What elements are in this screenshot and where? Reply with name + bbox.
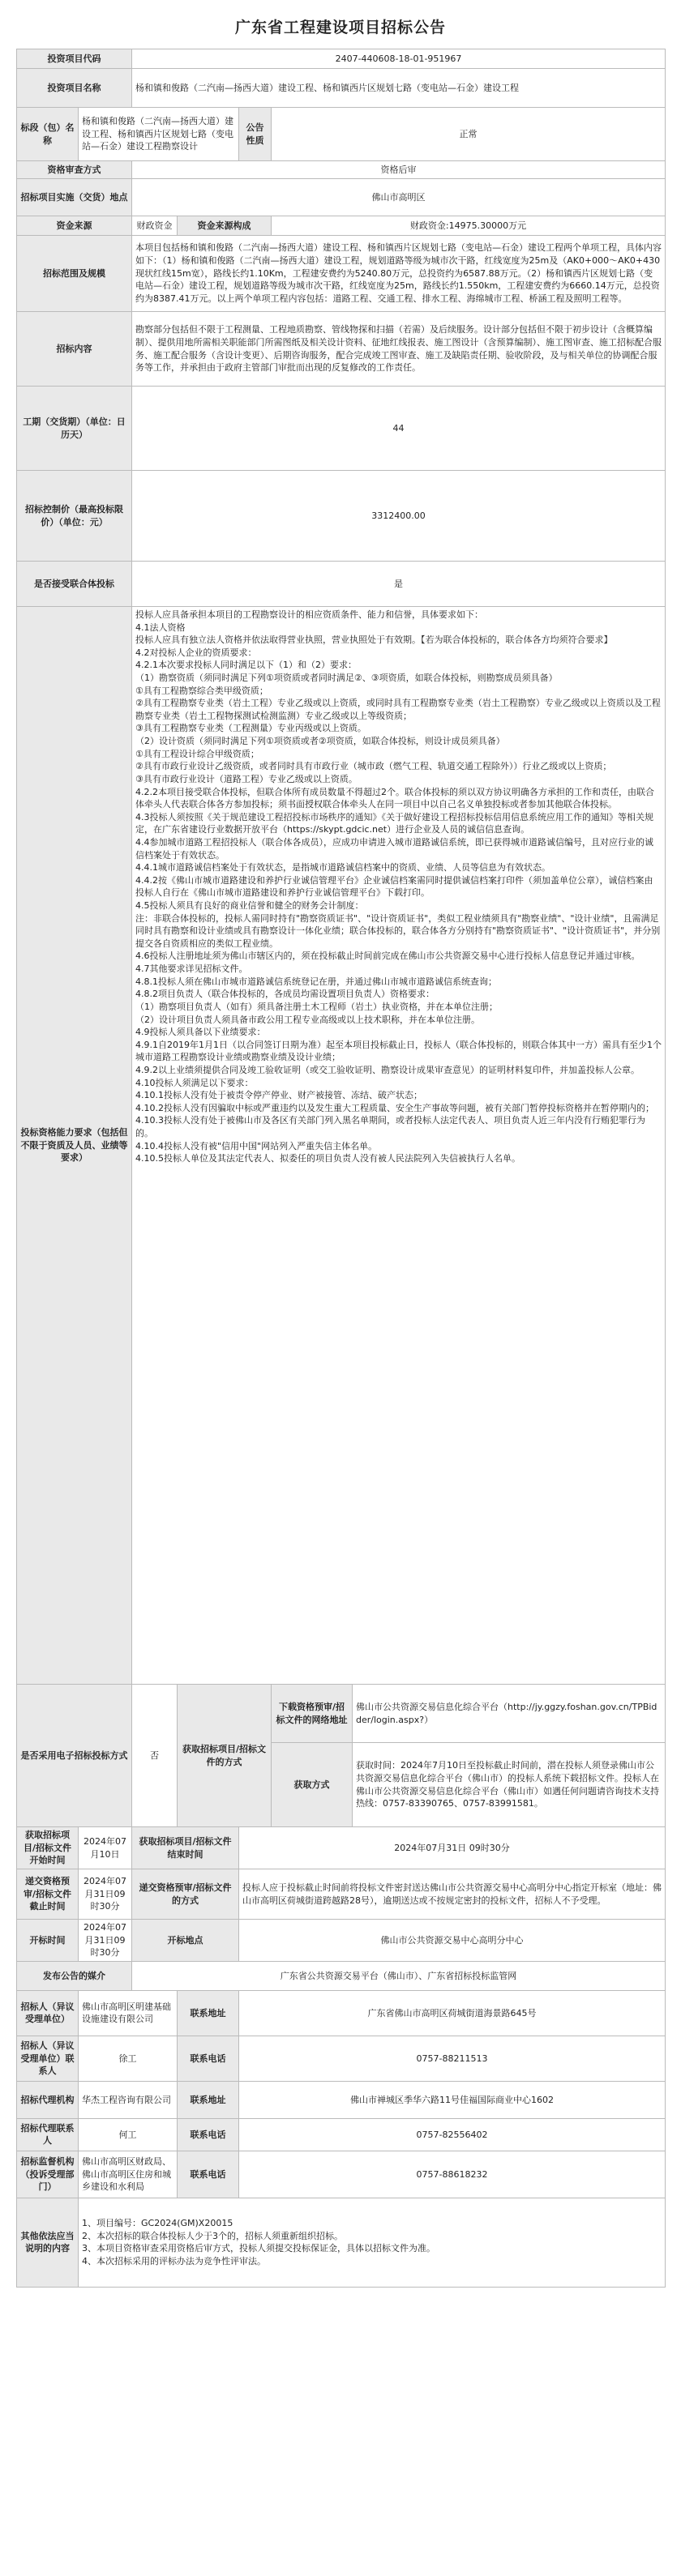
nature-value: 正常 (272, 108, 666, 161)
fund-composition-label: 资金来源构成 (178, 216, 272, 236)
media-label: 发布公告的媒介 (17, 1961, 132, 1990)
row-qual-method (17, 161, 666, 179)
row-media (17, 1961, 666, 1990)
row-other (17, 2198, 666, 2287)
get-method-label: 获取招标项目/招标文件的方式 (178, 1685, 272, 1827)
scope-label: 招标范围及规模 (17, 236, 132, 312)
row-open (17, 1920, 666, 1962)
open-place-value: 佛山市公共资源交易中心高明分中心 (239, 1920, 666, 1962)
supervisor-phone-label: 联系电话 (178, 2151, 239, 2198)
row-e-file-a (17, 1685, 666, 1743)
tenderer-phone-value: 0757-88211513 (239, 2036, 666, 2081)
open-place-label: 开标地点 (132, 1920, 239, 1962)
consortium-label: 是否接受联合体投标 (17, 562, 132, 607)
project-code-label: 投资项目代码 (17, 49, 132, 69)
get-end-label: 获取招标项目/招标文件结束时间 (132, 1827, 239, 1869)
agent-address-value: 佛山市禅城区季华六路11号佳福国际商业中心1602 (239, 2081, 666, 2118)
agent-label: 招标代理机构 (17, 2081, 79, 2118)
location-value: 佛山市高明区 (132, 179, 666, 216)
tenderer-contact-label: 招标人（异议受理单位）联系人 (17, 2036, 79, 2081)
get-time-label: 获取招标项目/招标文件开始时间 (17, 1827, 79, 1869)
nature-label: 公告性质 (239, 108, 272, 161)
agent-value: 华杰工程咨询有限公司 (79, 2081, 178, 2118)
row-agent-contact (17, 2118, 666, 2151)
open-time-value: 2024年07月31日09时30分 (79, 1920, 132, 1962)
row-supervisor (17, 2151, 666, 2198)
fund-source-value: 财政资金 (132, 216, 178, 236)
row-submit (17, 1869, 666, 1920)
row-scope (17, 236, 666, 312)
tenderer-label: 招标人（异议受理单位） (17, 1990, 79, 2036)
get-end-value: 2024年07月31日 09时30分 (239, 1827, 666, 1869)
row-tenderer (17, 1990, 666, 2036)
supervisor-phone-value: 0757-88618232 (239, 2151, 666, 2198)
supervisor-label: 招标监督机构（投诉受理部门） (17, 2151, 79, 2198)
project-name-label: 投资项目名称 (17, 69, 132, 108)
duration-label: 工期（交货期）（单位：日历天） (17, 387, 132, 471)
qualification-value: 投标人应具备承担本项目的工程勘察设计的相应资质条件、能力和信誉，具体要求如下： 4.1法人资格 投标人应具有独立法人资格并依法取得营业执照，营业执照处于有效期。【若为联合体投标的，联合体各方均须符合要求】 4.2对投标人企业的资质要求： 4.2.1本次要求投标人同时满足以下（1）和（2）要求： （1）勘察资质（须同时满足下列①项资质或者同时满足②、③项资质，如联合体投标，则勘察成员须具备） ①具有工程勘察综合类甲级资质； ②具有工程勘察专业类（岩土工程）专业乙级或以上资质，或同时具有工程勘察专业类（岩土工程勘察）专业乙级或以上资质以及工程勘察专业类（岩土工程物探测试检测监测）专业乙级或以上等级资质； ③具有工程勘察专业类（工程测量）专业丙级或以上资质。 （2）设计资质（须同时满足下列①项资质或者②项资质，如联合体投标，则设计成员须具备） ①具有工程设计综合甲级资质； ②具有市政行业设计乙级资质，或者同时具有市政行业（城市政（燃气工程、轨道交通工程除外））行业乙级或以上资质； ③具有市政行业设计（道路工程）专业乙级或以上资质。 4.2.2本项目接受联合体投标，但联合体所有成员数量不得超过2个。联合体投标的须以双方协议明确各方承担的工作和责任，由联合体牵头人代表联合体各方参加投标；须书面授权联合体牵头人在同一项目中以自己名义单独投标或者参加其他联合体投标。 4.3投标人须按照《关于规范建设工程招投标市场秩序的通知》《关于做好建设工程招标投标信用信息系统应用工作的通知》等相关规定，在广东省建设行业数据开放平台（https://skypt.gdcic.net）进行企业及人员的诚信信息查询。 4.4参加城市道路工程招投标人（联合体各成员），应成功申请进入城市道路诚信系统，即已获得城市道路诚信编号，且对应行业的诚信档案处于有效状态。 4.4.1城市道路诚信档案处于有效状态，是指城市道路诚信档案中的资质、业绩、人员等信息为有效状态。 4.4.2按《佛山市城市道路建设和养护行业诚信管理平台》企业诚信档案需同时提供诚信档案打印件（须加盖单位公章），诚信档案由投标人自行在《佛山市城市道路建设和养护行业诚信管理平台》下载打印。 4.5投标人须具有良好的商业信誉和健全的财务会计制度： 注：非联合体投标的，投标人需同时持有"勘察资质证书"、"设计资质证书"，类似工程业绩须具有"勘察业绩"、"设计业绩"，且需满足同时具有勘察和设计业绩或具有勘察设计一体化业绩；联合体投标的，联合体各方分别持有"勘察资质证书"、"设计资质证书"，并分别提交各自资质相应的类似工程业绩。 4.6投标人注册地址须为佛山市辖区内的，须在投标截止时间前完成在佛山市公共资源交易中心进行投标人信息登记并通过审核。 4.7其他要求详见招标文件。 4.8.1投标人须在佛山市城市道路诚信系统登记在册，并通过佛山市城市道路诚信系统查询； 4.8.2项目负责人（联合体投标的，各成员均需设置项目负责人）资格要求： （1）勘察项目负责人（如有）须具备注册土木工程师（岩土）执业资格，并在本单位注册； （2）设计项目负责人须具备市政公用工程专业高级或以上技术职称，并在本单位注册。 4.9投标人须具备以下业绩要求： 4.9.1自2019年1月1日（以合同签订日期为准）起至本项目投标截止日，投标人（联合体投标的，则联合体其中一方）需具有至少1个城市道路工程勘察设计业绩或勘察业绩及设计业绩； 4.9.2以上业绩须提供合同及竣工验收证明（或交工验收证明、勘察设计成果审查意见）的证明材料复印件，并加盖投标人公章。 4.10投标人须满足以下要求： 4.10.1投标人没有处于被责令停产停业、财产被接管、冻结、破产状态； 4.10.2投标人没有因骗取中标或严重违约以及发生重大工程质量、安全生产事故等问题，被有关部门暂停投标资格并在暂停期内的； 4.10.3投标人没有处于被佛山市及各区有关部门列入黑名单期间，或者投标人法定代表人、项目负责人近三年内没有行贿犯罪行为的。 4.10.4投标人没有被"信用中国"网站列入严重失信主体名单。 4.10.5投标人单位及其法定代表人、拟委任的项目负责人没有被人民法院列入失信被执行人名单。 (135, 609, 662, 1164)
submit-time-label: 递交资格预审/招标文件截止时间 (17, 1869, 79, 1920)
open-time-label: 开标时间 (17, 1920, 79, 1962)
row-tenderer-contact (17, 2036, 666, 2081)
fund-source-label: 资金来源 (17, 216, 132, 236)
content-label: 招标内容 (17, 312, 132, 387)
row-content (17, 312, 666, 387)
row-duration (17, 387, 666, 471)
content-value: 勘察部分包括但不限于工程测量、工程地质勘察、管线物探和扫描（若需）及后续服务。设计部分包括但不限于初步设计（含概算编制）、提供用地所需相关职能部门所需图纸及相关设计资料、征地红线报表、施工图设计（含预算编制）、施工图审查、施工招标配合服务、施工配合服务（含设计变更）、后期咨询服务，配合完成竣工图审查、施工及缺陷责任期、验收阶段，及与相关单位的协调配合服务等工作，并承担由于政府主管部门审批而出现的反复修改的工作责任。 (132, 312, 666, 387)
qualification-label: 投标资格能力要求（包括但不限于资质及人员、业绩等要求） (17, 607, 132, 1685)
tenderer-address-value: 广东省佛山市高明区荷城街道海景路645号 (239, 1990, 666, 2036)
media-value: 广东省公共资源交易平台（佛山市）、广东省招标投标监管网 (132, 1961, 666, 1990)
section-name-value: 杨和镇和俊路（二汽南—扬西大道）建设工程、杨和镇西片区规划七路（变电站—石金）建设工程勘察设计 (79, 108, 239, 161)
duration-value: 44 (132, 387, 666, 471)
tenderer-address-label: 联系地址 (178, 1990, 239, 2036)
agent-phone-value: 0757-82556402 (239, 2118, 666, 2151)
submit-method-value: 投标人应于投标截止时间前将投标文件密封送达佛山市公共资源交易中心高明分中心指定开标室（地址：佛山市高明区荷城街道跨越路28号），逾期送达或不按规定密封的投标文件，招标人不予受理。 (239, 1869, 666, 1920)
get-time-value: 2024年07月10日 (79, 1827, 132, 1869)
download-site-label: 下载资格预审/招标文件的网络地址 (272, 1685, 353, 1743)
row-location (17, 179, 666, 216)
qual-method-label: 资格审查方式 (17, 161, 132, 179)
download-desc-label: 获取方式 (272, 1743, 353, 1827)
download-desc-value: 获取时间：2024年7月10日至投标截止时间前，潜在投标人须登录佛山市公共资源交易信息化综合平台（佛山市）的投标人系统下载招标文件。投标人在佛山市公共资源交易信息化综合平台（佛山市）如遇任何问题请咨询技术支持热线：0757-83390765、0757-83991581。 (353, 1743, 666, 1827)
max-price-value: 3312400.00 (132, 471, 666, 562)
agent-contact-label: 招标代理联系人 (17, 2118, 79, 2151)
download-site-link[interactable]: 佛山市公共资源交易信息化综合平台（http://jy.ggzy.foshan.gov.cn/TPBidder/login.aspx?） (353, 1685, 666, 1743)
row-section-name (17, 108, 666, 161)
other-label: 其他依法应当说明的内容 (17, 2198, 79, 2287)
row-project-name (17, 69, 666, 108)
supervisor-value: 佛山市高明区财政局、佛山市高明区住房和城乡建设和水利局 (79, 2151, 178, 2198)
fund-composition-value: 财政资金:14975.30000万元 (272, 216, 666, 236)
qual-method-value: 资格后审 (132, 161, 666, 179)
page-title: 广东省工程建设项目招标公告 (234, 19, 446, 36)
project-name-value: 杨和镇和俊路（二汽南—扬西大道）建设工程、杨和镇西片区规划七路（变电站—石金）建设工程 (132, 69, 666, 108)
submit-method-label: 递交资格预审/招标文件的方式 (132, 1869, 239, 1920)
scope-value: 本项目包括杨和镇和俊路（二汽南—扬西大道）建设工程、杨和镇西片区规划七路（变电站—石金）建设工程两个单项工程，具体内容如下：（1）杨和镇和俊路（二汽南—扬西大道）建设工程，规划道路等级为城市次干路，红线宽度为25m及（AK0+000～AK0+430 现状红线15m宽），路线长约1.10Km，工程建安费约为5240.80万元，总投资约为6587.88万元。（2）杨和镇西片区规划七路（变电站—石金）建设工程，规划道路等级为城市次干路，红线宽度为25m，路线长约1.550km，工程建安费约为6660.14万元，总投资约为8387.41万元。以上两个单项工程内容包括：道路工程、交通工程、排水工程、海绵城市工程、桥涵工程及照明工程等。 (132, 236, 666, 312)
e-file-label: 是否采用电子招标投标方式 (17, 1685, 132, 1827)
tenderer-value: 佛山市高明区明建基础设施建设有限公司 (79, 1990, 178, 2036)
row-get-time (17, 1827, 666, 1869)
section-name-label: 标段（包）名称 (17, 108, 79, 161)
max-price-label: 招标控制价（最高投标限价）（单位：元） (17, 471, 132, 562)
tenderer-phone-label: 联系电话 (178, 2036, 239, 2081)
agent-contact-value: 何工 (79, 2118, 178, 2151)
row-consortium (17, 562, 666, 607)
row-qualification (17, 607, 666, 1685)
row-fund (17, 216, 666, 236)
consortium-value: 是 (132, 562, 666, 607)
submit-time-value: 2024年07月31日09时30分 (79, 1869, 132, 1920)
tenderer-contact-value: 徐工 (79, 2036, 178, 2081)
agent-phone-label: 联系电话 (178, 2118, 239, 2151)
location-label: 招标项目实施（交货）地点 (17, 179, 132, 216)
row-max-price (17, 471, 666, 562)
row-project-code (17, 49, 666, 69)
project-code-value: 2407-440608-18-01-951967 (132, 49, 666, 69)
agent-address-label: 联系地址 (178, 2081, 239, 2118)
e-file-value: 否 (132, 1685, 178, 1827)
tender-table (16, 49, 666, 2288)
other-value: 1、项目编号：GC2024(GM)X20015 2、本次招标的联合体投标人少于3个的，招标人须重新组织招标。 3、本项目资格审查采用资格后审方式，投标人须提交投标保证金，具体以招标文件为准。 4、本次招标采用的评标办法为竞争性评审法。 (82, 2218, 435, 2266)
row-agent (17, 2081, 666, 2118)
